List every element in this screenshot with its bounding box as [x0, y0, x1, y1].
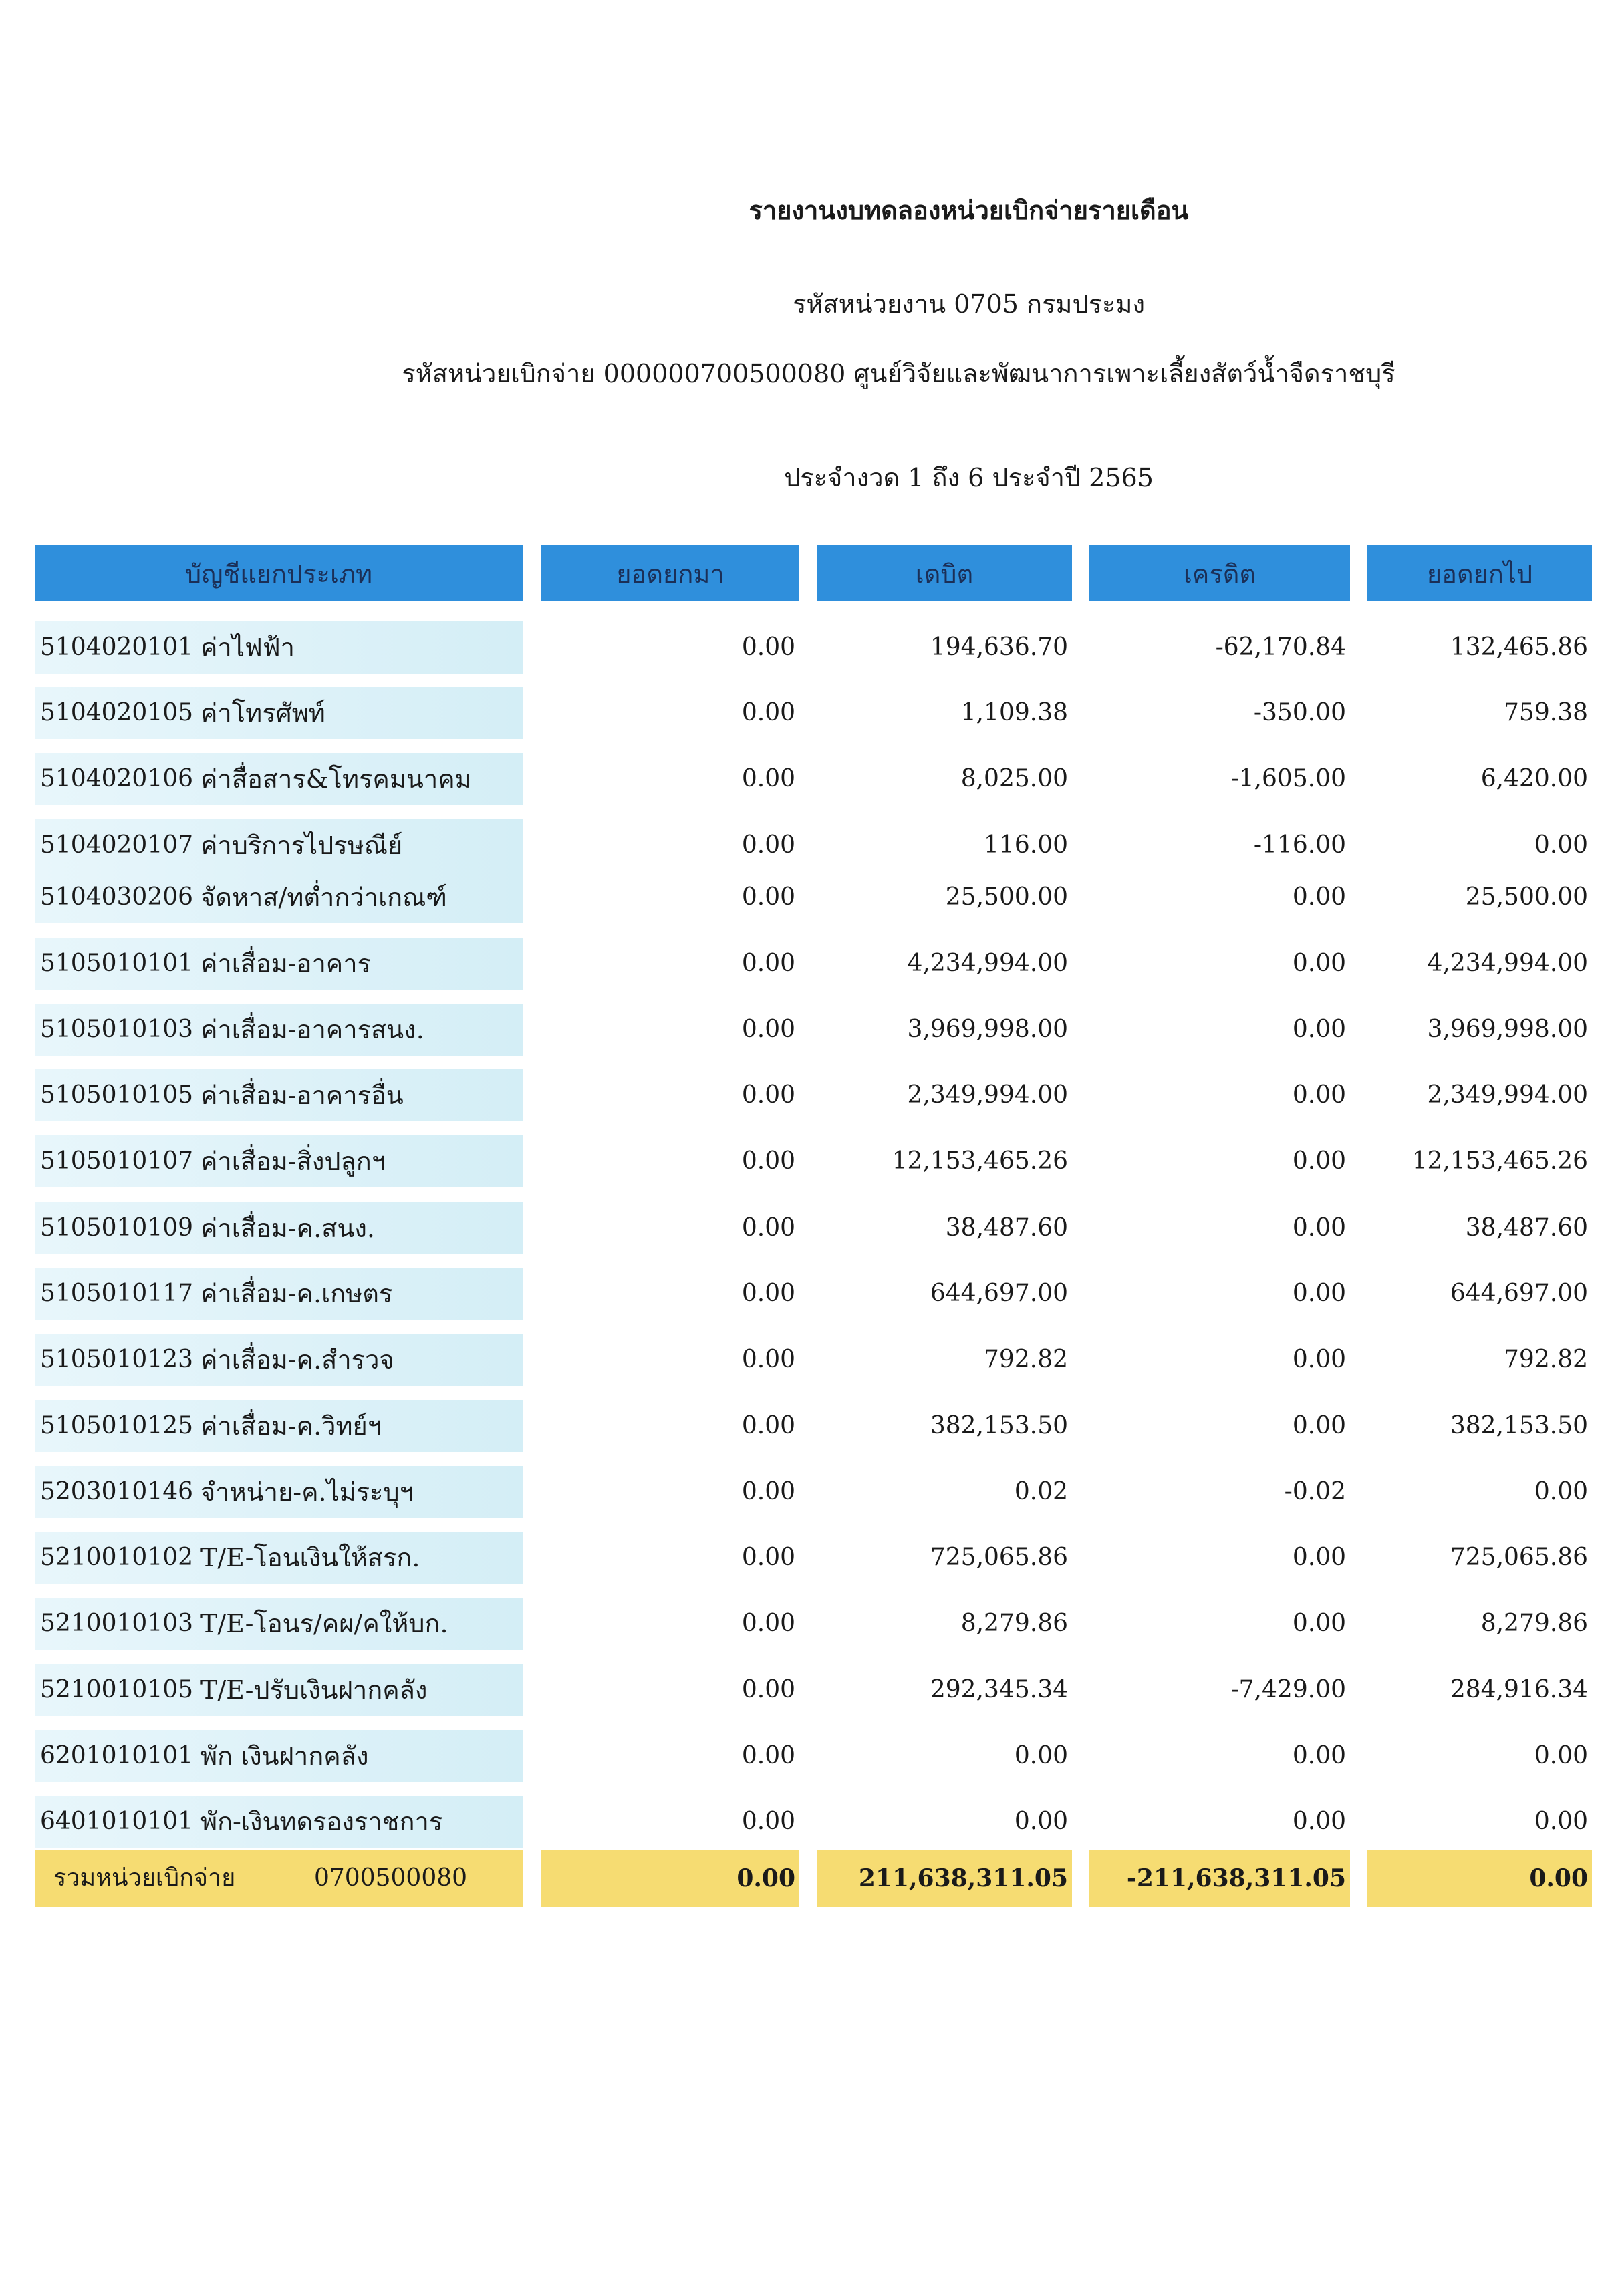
cell-debit: 8,279.86: [960, 1610, 1068, 1637]
table-row: [0, 819, 1610, 871]
cell-debit: 3,969,998.00: [907, 1016, 1068, 1043]
disbursement-unit-line: รหัสหน่วยเบิกจ่าย 000000700500080 ศูนย์วิจัยและพัฒนาการเพาะเลี้ยงสัตว์น้ำจืดราชบุรี: [402, 359, 1395, 388]
cell-credit: 0.00: [1292, 883, 1346, 911]
account-code: 5105010105: [40, 1081, 194, 1109]
account-name: พัก-เงินทดรองราชการ: [200, 1807, 443, 1836]
table-row: [0, 1664, 1610, 1716]
cell-credit: -62,170.84: [1215, 633, 1346, 661]
table-row: [0, 1069, 1610, 1121]
cell-carried-forward: 792.82: [1504, 1346, 1588, 1373]
account-name: ค่าเสื่อม-ค.วิทย์ฯ: [200, 1411, 382, 1441]
cell-carried-forward: 12,153,465.26: [1412, 1147, 1588, 1175]
account-code: 5105010123: [40, 1346, 194, 1373]
cell-debit: 4,234,994.00: [907, 950, 1068, 977]
account-name: T/E-โอนเงินให้สรก.: [200, 1543, 420, 1572]
account-name: ค่าเสื่อม-อาคารอื่น: [200, 1081, 404, 1110]
cell-credit: -0.02: [1284, 1478, 1346, 1505]
account-name: T/E-โอนร/คผ/คให้บก.: [200, 1609, 448, 1638]
account-code: 5210010102: [40, 1544, 194, 1571]
cell-brought-forward: 0.00: [741, 1676, 795, 1703]
cell-brought-forward: 0.00: [741, 1544, 795, 1571]
cell-debit: 194,636.70: [930, 633, 1068, 661]
account-code: 5105010109: [40, 1214, 194, 1242]
cell-brought-forward: 0.00: [741, 1412, 795, 1439]
cell-carried-forward: 132,465.86: [1450, 633, 1588, 661]
account-code: 5210010103: [40, 1610, 194, 1637]
account-code: 5104020107: [40, 831, 194, 859]
account-name: T/E-ปรับเงินฝากคลัง: [200, 1675, 428, 1705]
account-code: 6401010101: [40, 1808, 194, 1835]
table-row: [0, 871, 1610, 923]
cell-credit: 0.00: [1292, 1081, 1346, 1109]
total-credit: -211,638,311.05: [1126, 1864, 1346, 1892]
account-code: 5105010107: [40, 1147, 194, 1175]
period-line: ประจำงวด 1 ถึง 6 ประจำปี 2565: [784, 463, 1154, 492]
account-code: 5105010125: [40, 1412, 194, 1439]
cell-debit: 382,153.50: [930, 1412, 1068, 1439]
table-row: [0, 1268, 1610, 1320]
cell-debit: 644,697.00: [930, 1280, 1068, 1307]
table-row: [0, 1532, 1610, 1584]
cell-carried-forward: 644,697.00: [1450, 1280, 1588, 1307]
cell-brought-forward: 0.00: [741, 1081, 795, 1109]
account-code: 5105010103: [40, 1016, 194, 1043]
header-carried-forward: ยอดยกไป: [1367, 545, 1592, 601]
header-brought-forward: ยอดยกมา: [541, 545, 799, 601]
cell-debit: 12,153,465.26: [892, 1147, 1068, 1175]
table-row: [0, 938, 1610, 990]
cell-brought-forward: 0.00: [741, 765, 795, 793]
header-credit: เครดิต: [1089, 545, 1350, 601]
total-brought-forward: 0.00: [736, 1864, 795, 1892]
account-code: 5105010101: [40, 950, 194, 977]
cell-credit: 0.00: [1292, 950, 1346, 977]
header-debit: เดบิต: [817, 545, 1072, 601]
account-name: พัก เงินฝากคลัง: [200, 1741, 369, 1771]
account-name: ค่าเสื่อม-สิ่งปลูกฯ: [200, 1147, 386, 1176]
table-row: [0, 753, 1610, 805]
cell-brought-forward: 0.00: [741, 1147, 795, 1175]
account-name: ค่าโทรศัพท์: [200, 698, 325, 728]
cell-carried-forward: 8,279.86: [1480, 1610, 1588, 1637]
cell-carried-forward: 38,487.60: [1465, 1214, 1588, 1242]
cell-brought-forward: 0.00: [741, 950, 795, 977]
agency-line: รหัสหน่วยงาน 0705 กรมประมง: [792, 289, 1146, 319]
cell-debit: 0.02: [1014, 1478, 1068, 1505]
table-row: [0, 1730, 1610, 1782]
cell-carried-forward: 3,969,998.00: [1427, 1016, 1588, 1043]
cell-carried-forward: 6,420.00: [1480, 765, 1588, 793]
account-name: ค่าบริการไปรษณีย์: [200, 831, 403, 860]
cell-credit: 0.00: [1292, 1214, 1346, 1242]
cell-brought-forward: 0.00: [741, 1742, 795, 1769]
cell-carried-forward: 725,065.86: [1450, 1544, 1588, 1571]
table-row: [0, 1004, 1610, 1056]
cell-credit: -116.00: [1253, 831, 1346, 859]
cell-carried-forward: 0.00: [1534, 1742, 1588, 1769]
table-row: [0, 687, 1610, 739]
cell-carried-forward: 0.00: [1534, 831, 1588, 859]
account-name: ค่าเสื่อม-อาคาร: [200, 949, 371, 978]
account-code: 5104020105: [40, 699, 194, 726]
cell-brought-forward: 0.00: [741, 1478, 795, 1505]
table-row: [0, 1598, 1610, 1650]
cell-carried-forward: 4,234,994.00: [1427, 950, 1588, 977]
cell-credit: 0.00: [1292, 1016, 1346, 1043]
cell-credit: 0.00: [1292, 1742, 1346, 1769]
table-row: [0, 621, 1610, 674]
cell-debit: 0.00: [1014, 1742, 1068, 1769]
cell-credit: -350.00: [1253, 699, 1346, 726]
account-code: 5203010146: [40, 1478, 194, 1505]
header-account: บัญชีแยกประเภท: [35, 545, 523, 601]
table-row: [0, 1135, 1610, 1187]
cell-credit: -7,429.00: [1230, 1676, 1346, 1703]
account-name: จำหน่าย-ค.ไม่ระบุฯ: [200, 1477, 414, 1507]
table-row: [0, 1466, 1610, 1518]
cell-brought-forward: 0.00: [741, 1214, 795, 1242]
cell-carried-forward: 0.00: [1534, 1478, 1588, 1505]
cell-brought-forward: 0.00: [741, 1610, 795, 1637]
cell-credit: -1,605.00: [1230, 765, 1346, 793]
account-name: จัดหาส/ทต่ำกว่าเกณฑ์: [200, 883, 447, 912]
cell-brought-forward: 0.00: [741, 633, 795, 661]
cell-carried-forward: 284,916.34: [1450, 1676, 1588, 1703]
total-label: รวมหน่วยเบิกจ่าย: [53, 1864, 236, 1892]
cell-credit: 0.00: [1292, 1346, 1346, 1373]
account-name: ค่าไฟฟ้า: [200, 633, 295, 662]
account-name: ค่าเสื่อม-ค.สำรวจ: [200, 1345, 394, 1375]
cell-debit: 38,487.60: [945, 1214, 1068, 1242]
total-debit: 211,638,311.05: [858, 1864, 1068, 1892]
cell-carried-forward: 25,500.00: [1465, 883, 1588, 911]
account-code: 5210010105: [40, 1676, 194, 1703]
cell-brought-forward: 0.00: [741, 1346, 795, 1373]
cell-credit: 0.00: [1292, 1808, 1346, 1835]
cell-debit: 725,065.86: [930, 1544, 1068, 1571]
cell-credit: 0.00: [1292, 1544, 1346, 1571]
cell-brought-forward: 0.00: [741, 1808, 795, 1835]
cell-debit: 8,025.00: [960, 765, 1068, 793]
account-name: ค่าเสื่อม-ค.สนง.: [200, 1213, 375, 1243]
account-code: 5104020101: [40, 633, 194, 661]
account-name: ค่าเสื่อม-อาคารสนง.: [200, 1015, 424, 1044]
cell-debit: 792.82: [984, 1346, 1068, 1373]
cell-brought-forward: 0.00: [741, 1016, 795, 1043]
table-row: [0, 1202, 1610, 1254]
account-name: ค่าเสื่อม-ค.เกษตร: [200, 1279, 393, 1308]
account-code: 6201010101: [40, 1742, 194, 1769]
account-code: 5105010117: [40, 1280, 194, 1307]
account-name: ค่าสื่อสาร&โทรคมนาคม: [200, 764, 472, 794]
cell-carried-forward: 0.00: [1534, 1808, 1588, 1835]
cell-brought-forward: 0.00: [741, 883, 795, 911]
cell-debit: 2,349,994.00: [907, 1081, 1068, 1109]
table-row: [0, 1334, 1610, 1386]
cell-credit: 0.00: [1292, 1412, 1346, 1439]
total-carried-forward: 0.00: [1529, 1864, 1588, 1892]
cell-credit: 0.00: [1292, 1610, 1346, 1637]
table-row: [0, 1400, 1610, 1452]
cell-debit: 0.00: [1014, 1808, 1068, 1835]
cell-debit: 292,345.34: [930, 1676, 1068, 1703]
cell-debit: 25,500.00: [945, 883, 1068, 911]
cell-brought-forward: 0.00: [741, 831, 795, 859]
total-unit-code: 0700500080: [314, 1864, 468, 1892]
cell-carried-forward: 759.38: [1504, 699, 1588, 726]
account-code: 5104030206: [40, 883, 194, 911]
cell-credit: 0.00: [1292, 1280, 1346, 1307]
report-title: รายงานงบทดลองหน่วยเบิกจ่ายรายเดือน: [749, 195, 1189, 225]
cell-brought-forward: 0.00: [741, 699, 795, 726]
table-row: [0, 1796, 1610, 1848]
cell-credit: 0.00: [1292, 1147, 1346, 1175]
account-code: 5104020106: [40, 765, 194, 793]
cell-debit: 116.00: [984, 831, 1068, 859]
cell-brought-forward: 0.00: [741, 1280, 795, 1307]
cell-carried-forward: 2,349,994.00: [1427, 1081, 1588, 1109]
cell-debit: 1,109.38: [960, 699, 1068, 726]
cell-carried-forward: 382,153.50: [1450, 1412, 1588, 1439]
